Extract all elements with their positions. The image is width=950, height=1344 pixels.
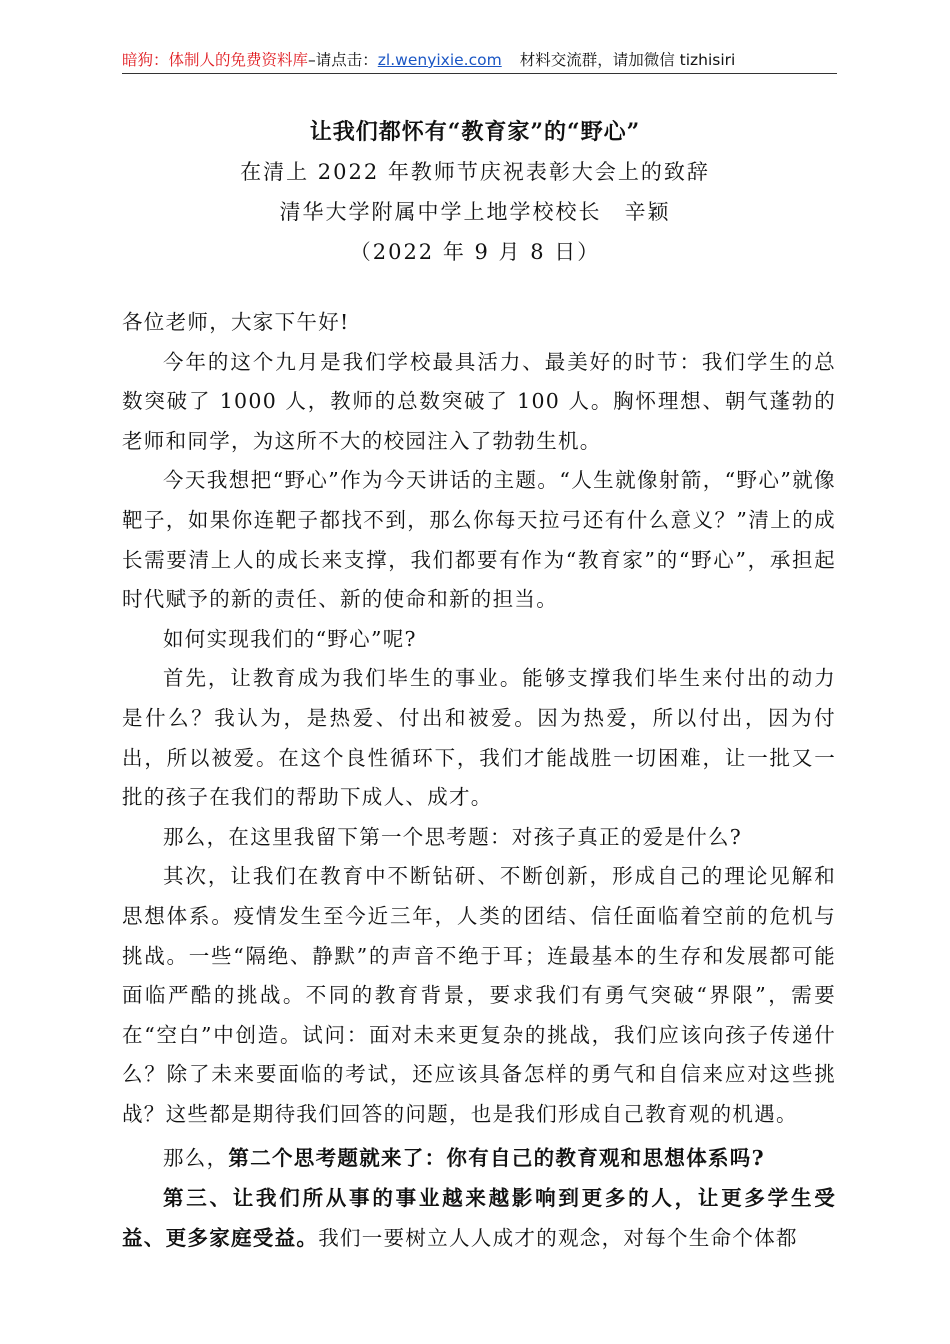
paragraph-5: 那么，在这里我留下第一个思考题：对孩子真正的爱是什么? [163, 824, 743, 849]
paragraph-8 [122, 1179, 836, 1258]
paragraph-4: 首先，让教育成为我们毕生的事业。能够支撑我们毕生来付出的动力是什么？我认为，是热爱、付出和被爱。因为热爱，所以付出，因为付出，所以被爱。在这个良性循环下，我们才能战胜一切困难，让一批又一批的孩子在我们的帮助下成人、成才。 [122, 666, 836, 810]
document-date: （2022 年 9 月 8 日） [349, 240, 601, 264]
title-block [0, 112, 950, 272]
document-author: 清华大学附属中学上地学校校长 辛颖 [279, 200, 671, 224]
paragraph-7-bold: 第二个思考题就来了：你有自己的教育观和思想体系吗? [228, 1146, 765, 1171]
paragraph-2: 今天我想把“野心”作为今天讲话的主题。“人生就像射箭，“野心”就像靶子，如果你连靶子都找不到，那么你每天拉弓还有什么意义？”清上的成长需要清上人的成长来支撑，我们都要有作为“教育家”的“野心”，承担起时代赋予的新的责任、新的使命和新的担当。 [122, 468, 836, 612]
document-body [122, 303, 836, 1258]
paragraph-7-lead: 那么， [163, 1146, 229, 1171]
greeting-paragraph: 各位老师，大家下午好! [122, 310, 350, 334]
header-brand: 暗狗：体制人的免费资料库 [122, 51, 309, 69]
paragraph-1: 今年的这个九月是我们学校最具活力、最美好的时节：我们学生的总数突破了 1000 人，教师的总数突破了 100 人。胸怀理想、朝气蓬勃的老师和同学，为这所不大的校园注入了勃勃生机。 [122, 349, 836, 453]
document-title: 让我们都怀有“教育家”的“野心” [309, 119, 641, 145]
paragraph-8-bold: 第三、让我们所从事的事业越来越影响到更多的人，让更多学生受益、更多家庭受益。 [122, 1186, 836, 1250]
paragraph-7 [122, 1139, 836, 1179]
header-click-prompt: –请点击： [308, 51, 378, 69]
header-group-note: 材料交流群，请加微信 tizhisiri [519, 51, 736, 69]
paragraph-3: 如何实现我们的“野心”呢? [163, 626, 417, 651]
page-header [122, 47, 837, 74]
paragraph-6: 其次，让我们在教育中不断钻研、不断创新，形成自己的理论见解和思想体系。疫情发生至今近三年，人类的团结、信任面临着空前的危机与挑战。一些“隔绝、静默”的声音不绝于耳；连最基本的生存和发展都可能面临严酷的挑战。不同的教育背景，要求我们有勇气突破“界限”，需要在“空白”中创造。试问：面对未来更复杂的挑战，我们应该向孩子传递什么？除了未来要面临的考试，还应该具备怎样的勇气和自信来应对这些挑战？这些都是期待我们回答的问题，也是我们形成自己教育观的机遇。 [122, 864, 836, 1126]
paragraph-8-rest: 我们一要树立人人成才的观念，对每个生命个体都 [318, 1225, 798, 1250]
document-subtitle: 在清上 2022 年教师节庆祝表彰大会上的致辞 [240, 160, 710, 184]
header-url-link[interactable]: zl.wenyixie.com [377, 51, 502, 69]
